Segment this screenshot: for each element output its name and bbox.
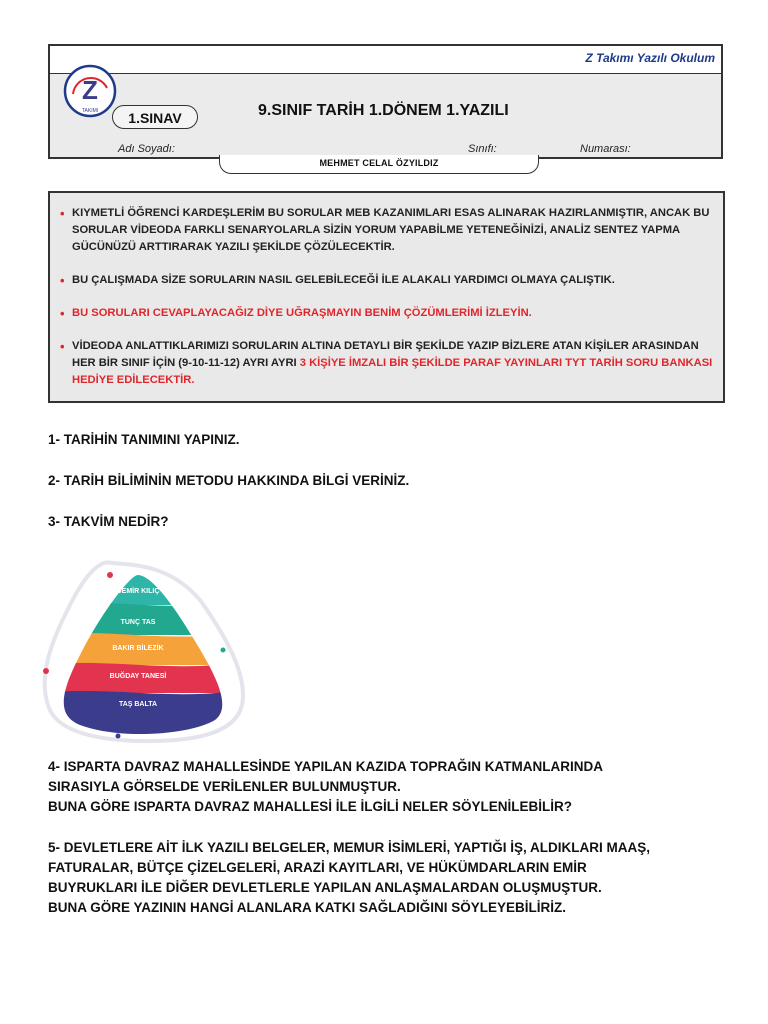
layer-label-stone-axe: TAŞ BALTA: [118, 701, 158, 708]
note-text: VİDEODA ANLATTIKLARIMIZI SORULARIN ALTINA DETAYLI BİR ŞEKİLDE YAZIP BİZLERE ATAN KİŞİLER ARASINDAN HER BİR SINIF İÇİN (9-10-11-12) AYRI AYRI: [72, 340, 699, 369]
z-team-logo-icon: [63, 64, 117, 118]
question-5-line: BUNA GÖRE YAZININ HANGİ ALANLARA KATKI SAĞLADIĞINI SÖYLEYEBİLİRİZ.: [48, 900, 567, 915]
question-1: 1- TARİHİN TANIMINI YAPINIZ.: [48, 432, 240, 447]
decor-dot: [43, 668, 49, 674]
note-highlight: 3 KİŞİYE İMZALI BİR ŞEKİLDE PARAF YAYINLARI TYT TARİH SORU BANKASI HEDİYE EDİLECEKTİR.: [72, 357, 713, 386]
note-item: [60, 272, 713, 289]
note-item: [60, 205, 713, 256]
question-5-line: FATURALAR, BÜTÇE ÇİZELGELERİ, ARAZİ KAYITLARI, VE HÜKÜMDARLARIN EMİR: [48, 860, 587, 875]
number-label: Numarası:: [580, 143, 631, 155]
header-top-strip: [50, 46, 721, 74]
decor-dot: [221, 648, 226, 653]
layer-label-wheat-grain: BUĞDAY TANESİ: [109, 673, 167, 680]
question-3: 3- TAKVİM NEDİR?: [48, 514, 169, 529]
note-text: BU ÇALIŞMADA SİZE SORULARIN NASIL GELEBİLECEĞİ İLE ALAKALI YARDIMCI OLMAYA ÇALIŞTIK.: [72, 274, 615, 286]
note-text: BU SORULARI CEVAPLAYACAĞIZ DİYE UĞRAŞMAYIN BENİM ÇÖZÜMLERİMİ İZLEYİN.: [72, 307, 532, 319]
teacher-name: MEHMET CELAL ÖZYILDIZ: [219, 155, 539, 174]
question-2: 2- TARİH BİLİMİNİN METODU HAKKINDA BİLGİ VERİNİZ.: [48, 473, 410, 488]
question-4: [48, 757, 728, 817]
instructions-box: [48, 191, 725, 403]
class-label: Sınıfı:: [468, 143, 497, 155]
exam-header: [48, 44, 723, 159]
question-4-line: 4- ISPARTA DAVRAZ MAHALLESİNDE YAPILAN KAZIDA TOPRAĞIN KATMANLARINDA: [48, 759, 604, 774]
note-item: [60, 305, 713, 322]
question-5: [48, 838, 728, 918]
logo-caption: TAKIMI: [81, 108, 99, 114]
layer-label-copper-bracelet: BAKIR BİLEZİK: [112, 645, 164, 652]
decor-dot: [116, 734, 121, 739]
question-4-line: SIRASIYLA GÖRSELDE VERİLENLER BULUNMUŞTUR.: [48, 779, 401, 794]
layer-label-iron-sword: DEMİR KILIÇ: [116, 588, 160, 595]
question-5-line: 5- DEVLETLERE AİT İLK YAZILI BELGELER, MEMUR İSİMLERİ, YAPTIĞI İŞ, ALDIKLARI MAAŞ,: [48, 840, 651, 855]
question-4-line: BUNA GÖRE ISPARTA DAVRAZ MAHALLESİ İLE İLGİLİ NELER SÖYLENİLEBİLİR?: [48, 799, 573, 814]
layer-band: [40, 555, 250, 605]
exam-number-badge: 1.SINAV: [112, 105, 198, 129]
question-5-line: BUYRUKLARI İLE DİĞER DEVLETLERLE YAPILAN ANLAŞMALARDAN OLUŞMUŞTUR.: [48, 880, 602, 895]
name-label: Adı Soyadı:: [118, 143, 175, 155]
school-name: Z Takımı Yazılı Okulum: [585, 51, 715, 65]
layer-label-bronze: TUNÇ TAS: [120, 619, 156, 626]
note-text: KIYMETLİ ÖĞRENCİ KARDEŞLERİM BU SORULAR MEB KAZANIMLARI ESAS ALINARAK HAZIRLANMIŞTIR, ANCAK BU SORULAR VİDEODA FARKLI SENARYOLARLA SİZİN YORUM YAPABİLME YETENEĞİNİZİ, ANALİZ SENTEZ YAPMA GÜCÜNÜZÜ ARTTIRARAK YAZILI ŞEKİLDE ÇÖZÜLECEKTİR.: [72, 207, 710, 253]
note-item: [60, 338, 713, 389]
decor-dot: [107, 572, 113, 578]
soil-layers-figure: [40, 555, 250, 745]
exam-title: 9.SINIF TARİH 1.DÖNEM 1.YAZILI: [258, 102, 509, 119]
logo-letter: Z: [82, 75, 98, 105]
